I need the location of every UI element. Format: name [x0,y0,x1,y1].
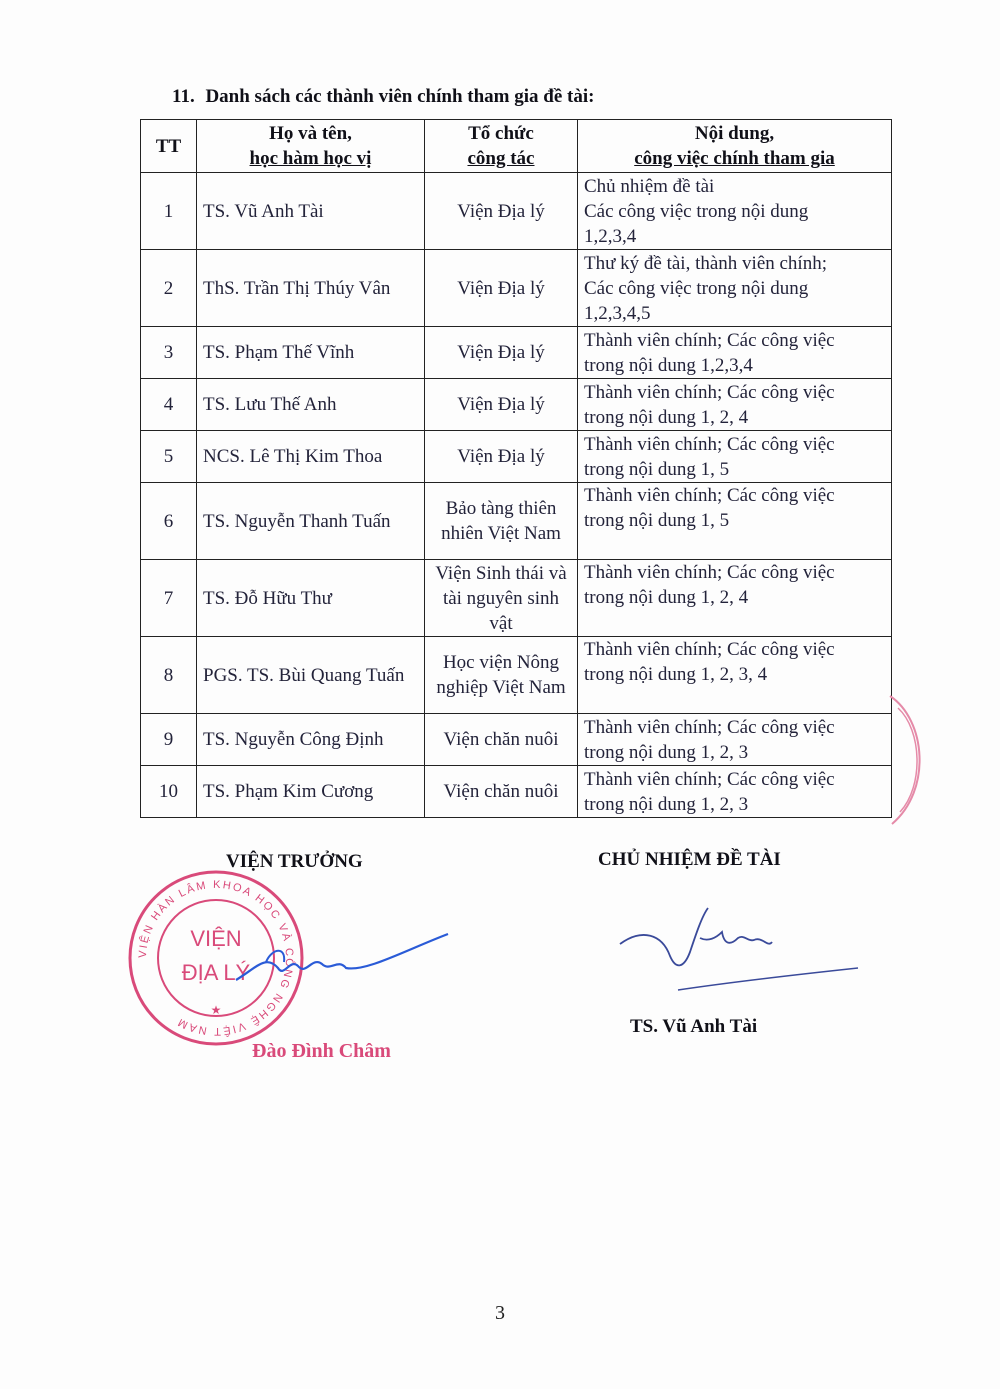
header-name [197,120,425,173]
task-line: Thư ký đề tài, thành viên chính; [584,252,827,274]
members-table [140,119,892,818]
seal-center-line1: VIỆN [190,926,242,951]
header-task [578,120,892,173]
row-number: 10 [141,766,197,818]
seal-star-icon: ★ [210,1003,222,1017]
task-line: trong nội dung 1, 2, 3, 4 [584,664,768,685]
member-organization: Viện Địa lý [425,173,578,250]
member-name: PGS. TS. Bùi Quang Tuấn [197,637,425,714]
table-row [141,637,892,714]
header-name-line1: Họ và tên, [269,123,352,144]
task-line: Thành viên chính; Các công việc [584,381,835,403]
member-organization: Viện chăn nuôi [425,766,578,818]
task-line: Các công việc trong nội dung [584,277,809,299]
row-number: 4 [141,379,197,431]
member-task [578,250,892,327]
table-row [141,250,892,327]
member-task [578,714,892,766]
row-number: 2 [141,250,197,327]
member-name: NCS. Lê Thị Kim Thoa [197,431,425,483]
member-name: TS. Phạm Thế Vĩnh [197,327,425,379]
task-line: trong nội dung 1, 2, 4 [584,406,749,428]
section-number: 11. [172,86,195,107]
header-tt: TT [141,120,197,173]
member-task [578,637,892,714]
table-row [141,173,892,250]
member-organization: Viện Địa lý [425,431,578,483]
task-line: trong nội dung 1, 2, 3 [584,741,749,763]
member-organization: Viện Địa lý [425,327,578,379]
member-name: TS. Vũ Anh Tài [197,173,425,250]
left-signatory-title: VIỆN TRƯỞNG [226,851,363,872]
section-heading [172,86,594,108]
task-line: trong nội dung 1, 2, 3 [584,793,749,815]
member-name: TS. Nguyễn Công Định [197,714,425,766]
left-signatory-name: Đào Đình Châm [252,1040,391,1062]
task-line: Thành viên chính; Các công việc [584,485,835,506]
task-line: Thành viên chính; Các công việc [584,768,835,790]
member-organization: Bảo tàng thiên nhiên Việt Nam [425,483,578,560]
member-name: TS. Đỗ Hữu Thư [197,560,425,637]
member-organization: Viện Địa lý [425,250,578,327]
member-organization: Viện Sinh thái và tài nguyên sinh vật [425,560,578,637]
row-number: 9 [141,714,197,766]
seal-ring-text: VIỆN HÀN LÂM KHOA HỌC VÀ CÔNG NGHỆ VIỆT NAM [136,878,296,1038]
member-task [578,483,892,560]
table-row [141,766,892,818]
task-line: trong nội dung 1, 2, 4 [584,587,749,608]
task-line: Chủ nhiệm đề tài [584,175,715,197]
member-name: TS. Lưu Thế Anh [197,379,425,431]
table-row [141,560,892,637]
right-handwritten-signature [612,898,862,998]
member-name: TS. Nguyễn Thanh Tuấn [197,483,425,560]
row-number: 5 [141,431,197,483]
member-organization: Học viện Nông nghiệp Việt Nam [425,637,578,714]
table-header-row [141,120,892,173]
member-task [578,379,892,431]
member-organization: Viện Địa lý [425,379,578,431]
task-line: trong nội dung 1,2,3,4 [584,354,753,376]
table-row [141,379,892,431]
member-organization: Viện chăn nuôi [425,714,578,766]
section-title: Danh sách các thành viên chính tham gia đề tài: [205,86,595,107]
stamp-edge-mark [886,690,936,830]
member-task [578,766,892,818]
task-line: trong nội dung 1, 5 [584,510,730,531]
right-signatory-title: CHỦ NHIỆM ĐỀ TÀI [598,849,781,870]
task-line: 1,2,3,4 [584,225,637,247]
task-line: trong nội dung 1, 5 [584,458,730,480]
member-task [578,327,892,379]
member-name: TS. Phạm Kim Cương [197,766,425,818]
task-line: Thành viên chính; Các công việc [584,562,835,583]
task-line: Các công việc trong nội dung [584,200,809,222]
member-task [578,431,892,483]
task-line: Thành viên chính; Các công việc [584,639,835,660]
member-task [578,173,892,250]
task-line: Thành viên chính; Các công việc [584,329,835,351]
header-org-line1: Tổ chức [468,123,534,144]
header-name-line2: học hàm học vị [249,148,372,169]
task-line: Thành viên chính; Các công việc [584,716,835,738]
row-number: 6 [141,483,197,560]
member-task [578,560,892,637]
left-handwritten-signature [226,928,456,998]
right-signatory-name: TS. Vũ Anh Tài [630,1016,758,1037]
header-task-line1: Nội dung, [694,123,775,144]
row-number: 3 [141,327,197,379]
table-row [141,714,892,766]
row-number: 1 [141,173,197,250]
page-number: 3 [495,1302,505,1324]
table-row [141,327,892,379]
header-org [425,120,578,173]
row-number: 7 [141,560,197,637]
header-task-line2: công việc chính tham gia [634,148,835,169]
task-line: 1,2,3,4,5 [584,302,651,324]
header-org-line2: công tác [467,148,535,169]
task-line: Thành viên chính; Các công việc [584,433,835,455]
table-row [141,483,892,560]
table-row [141,431,892,483]
member-name: ThS. Trần Thị Thúy Vân [197,250,425,327]
row-number: 8 [141,637,197,714]
seal-center-line2: ĐỊA LÝ [181,960,251,985]
